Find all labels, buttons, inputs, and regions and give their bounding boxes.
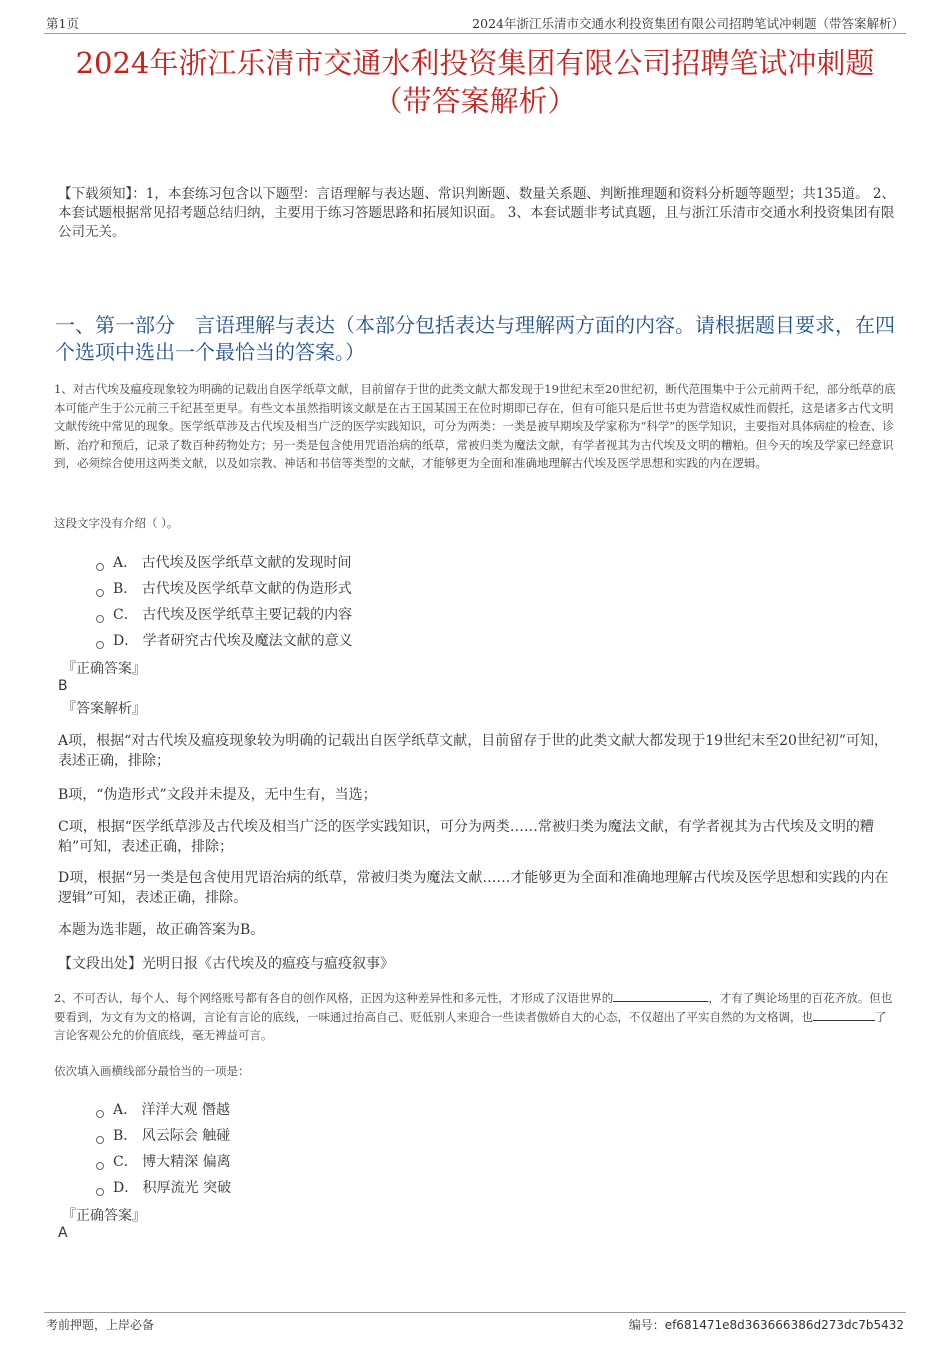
radio-icon[interactable] [96,589,104,597]
q1-conclusion: 本题为选非题，故正确答案为B。 [58,922,265,938]
radio-icon[interactable] [96,1162,104,1170]
radio-icon[interactable] [96,641,104,649]
q1-analysis-d: D项，根据“另一类是包含使用咒语治病的纸草，常被归类为魔法文献……才能够更为全面和准确地理解古代埃及医学思想和实践的内在逻辑”可知，表述正确，排除。 [58,870,889,906]
title-line-1: 2024年浙江乐清市交通水利投资集团有限公司招聘笔试冲刺题 [75,46,875,80]
q2-option-b[interactable]: B． 风云际会 触碰 [96,1125,230,1145]
radio-icon[interactable] [96,1110,104,1118]
running-title: 2024年浙江乐清市交通水利投资集团有限公司招聘笔试冲刺题（带答案解析） [472,16,904,31]
q1-answer-label: 『正确答案』 [62,661,146,677]
q2-option-d[interactable]: D． 积厚流光 突破 [96,1177,231,1197]
q1-option-b[interactable]: B． 古代埃及医学纸草文献的伪造形式 [96,578,352,598]
q1-option-d[interactable]: D． 学者研究古代埃及魔法文献的意义 [96,630,353,650]
radio-icon[interactable] [96,563,104,571]
page-number: 第1页 [46,16,79,31]
document-title [40,44,910,120]
header-divider [44,33,906,34]
section-heading: 一、第一部分 言语理解与表达（本部分包括表达与理解两方面的内容。请根据题目要求，在四个选项中选出一个最恰当的答案。） [55,313,895,364]
q1-source: 【文段出处】光明日报《古代埃及的瘟疫与瘟疫叙事》 [58,956,394,972]
q2-passage: 2、不可否认，每个人、每个网络账号都有各自的创作风格，正因为这种差异性和多元性，才形成了汉语世界的 ，才有了舆论场里的百花齐放。但也要看到，为文有为文的格调，言论有言论的底线，一味通过抬高自己、贬低别人来迎合一些读者傲娇自大的心态，不仅超出了平实自然的为文格调，也 了言论客观公允的价值底线，毫无裨益可言。 [54,991,893,1042]
q1-answer: B [58,678,68,694]
q1-option-a[interactable]: A． 古代埃及医学纸草文献的发现时间 [96,552,352,572]
q1-analysis-c: C项，根据“医学纸草涉及古代埃及相当广泛的医学实践知识，可分为两类……常被归类为魔法文献，有学者视其为古代埃及文明的糟粕”可知，表述正确，排除； [58,819,874,855]
q2-answer: A [58,1225,68,1241]
q1-analysis-label: 『答案解析』 [62,701,146,717]
q1-passage: 1、对古代埃及瘟疫现象较为明确的记载出自医学纸草文献，目前留存于世的此类文献大都发现于19世纪末至20世纪初，断代范围集中于公元前两千纪，部分纸草的底本可能产生于公元前三千纪甚至更早。有些文本虽然指明该文献是在古王国某国王在位时期即已存在，但有可能只是后世书吏为营造权威性而假托，这是诸多古代文明文献传统中常见的现象。医学纸草涉及古代埃及相当广泛的医学实践知识，可分为两类：一类是被早期埃及学家称为“科学”的医学知识，主要指对具体病症的检查、诊断、治疗和预后，记录了数百种药物处方；另一类是包含使用咒语治病的纸草，常被归类为魔法文献，有学者视其为古代埃及文明的糟粕。但今天的埃及学家已经意识到，必须综合使用这两类文献，以及如宗教、神话和书信等类型的文献，才能够更为全面和准确地理解古代埃及医学思想和实践的内在逻辑。 [54,382,896,470]
q2-option-c[interactable]: C． 博大精深 偏离 [96,1151,231,1171]
q1-option-c[interactable]: C． 古代埃及医学纸草主要记载的内容 [96,604,352,624]
q2-question: 依次填入画横线部分最恰当的一项是： [54,1064,250,1078]
footer-code: 编号：ef681471e8d363666386d273dc7b5432 [628,1318,904,1332]
q1-analysis-a: A项，根据“对古代埃及瘟疫现象较为明确的记载出自医学纸草文献，目前留存于世的此类文献大都发现于19世纪末至20世纪初”可知，表述正确，排除； [58,733,889,769]
download-notice: 【下载须知】：1，本套练习包含以下题型：言语理解与表达题、常识判断题、数量关系题、判断推理题和资料分析题等题型；共135道。 2、本套试题根据常见招考题总结归纳，主要用于练习答题思路和拓展知识面。 3、本套试题非考试真题，且与浙江乐清市交通水利投资集团有限公司无关。 [58,186,895,240]
footer-divider [44,1312,906,1313]
fill-blank-1 [613,989,708,1002]
footer-slogan: 考前押题，上岸必备 [46,1318,155,1332]
q2-option-a[interactable]: A． 洋洋大观 僭越 [96,1099,230,1119]
q1-analysis-b: B项，“伪造形式”文段并未提及，无中生有，当选； [58,787,377,803]
title-line-2: （带答案解析） [373,84,577,118]
radio-icon[interactable] [96,615,104,623]
radio-icon[interactable] [96,1136,104,1144]
fill-blank-2 [813,1008,875,1021]
q1-question: 这段文字没有介绍（ ）。 [54,516,179,530]
q2-answer-label: 『正确答案』 [62,1208,146,1224]
radio-icon[interactable] [96,1188,104,1196]
